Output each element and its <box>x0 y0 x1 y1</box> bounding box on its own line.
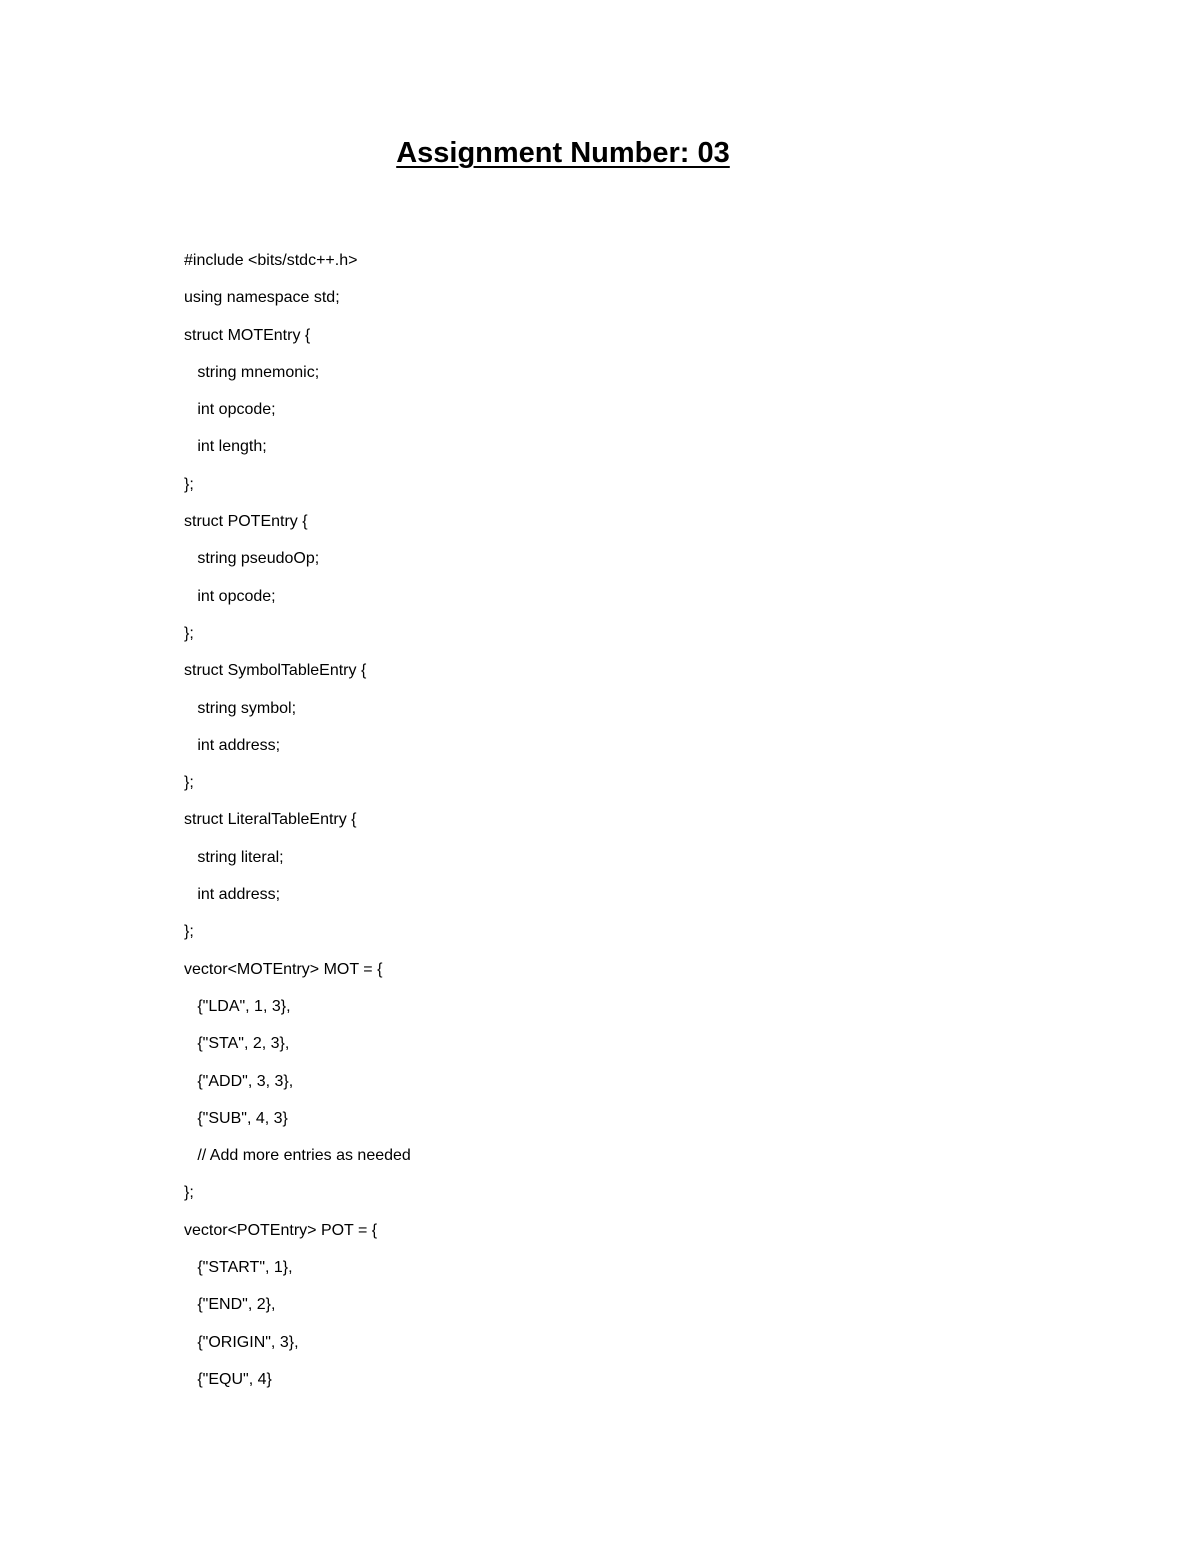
code-line: struct POTEntry { <box>184 513 308 531</box>
code-line: {"ORIGIN", 3}, <box>184 1333 299 1351</box>
page-title: Assignment Number: 03 <box>396 137 730 169</box>
code-line: using namespace std; <box>184 289 340 307</box>
code-line: struct SymbolTableEntry { <box>184 662 367 680</box>
code-line: string mnemonic; <box>184 363 320 381</box>
code-line: struct LiteralTableEntry { <box>184 811 357 829</box>
code-line: }; <box>184 1184 194 1202</box>
code-line: int address; <box>184 736 281 754</box>
code-line: int length; <box>184 438 267 456</box>
code-line: vector<MOTEntry> MOT = { <box>184 960 383 978</box>
code-line: vector<POTEntry> POT = { <box>184 1221 378 1239</box>
code-line: {"START", 1}, <box>184 1259 293 1277</box>
code-line: }; <box>184 923 194 941</box>
code-line: {"EQU", 4} <box>184 1370 272 1388</box>
code-line: int opcode; <box>184 401 276 419</box>
code-line: }; <box>184 624 194 642</box>
code-line: string literal; <box>184 848 284 866</box>
code-line: int address; <box>184 886 281 904</box>
code-line: {"STA", 2, 3}, <box>184 1035 290 1053</box>
code-line: struct MOTEntry { <box>184 326 311 344</box>
code-line: int opcode; <box>184 587 276 605</box>
code-line: // Add more entries as needed <box>184 1147 411 1165</box>
code-line: {"END", 2}, <box>184 1296 276 1314</box>
code-line: #include <bits/stdc++.h> <box>184 252 358 269</box>
code-line: string symbol; <box>184 699 297 717</box>
code-line: string pseudoOp; <box>184 550 320 568</box>
code-line: {"ADD", 3, 3}, <box>184 1072 294 1090</box>
code-line: {"SUB", 4, 3} <box>184 1109 288 1127</box>
code-line: }; <box>184 774 194 792</box>
code-listing <box>184 247 411 1403</box>
code-line: {"LDA", 1, 3}, <box>184 997 291 1015</box>
code-line: }; <box>184 475 194 493</box>
